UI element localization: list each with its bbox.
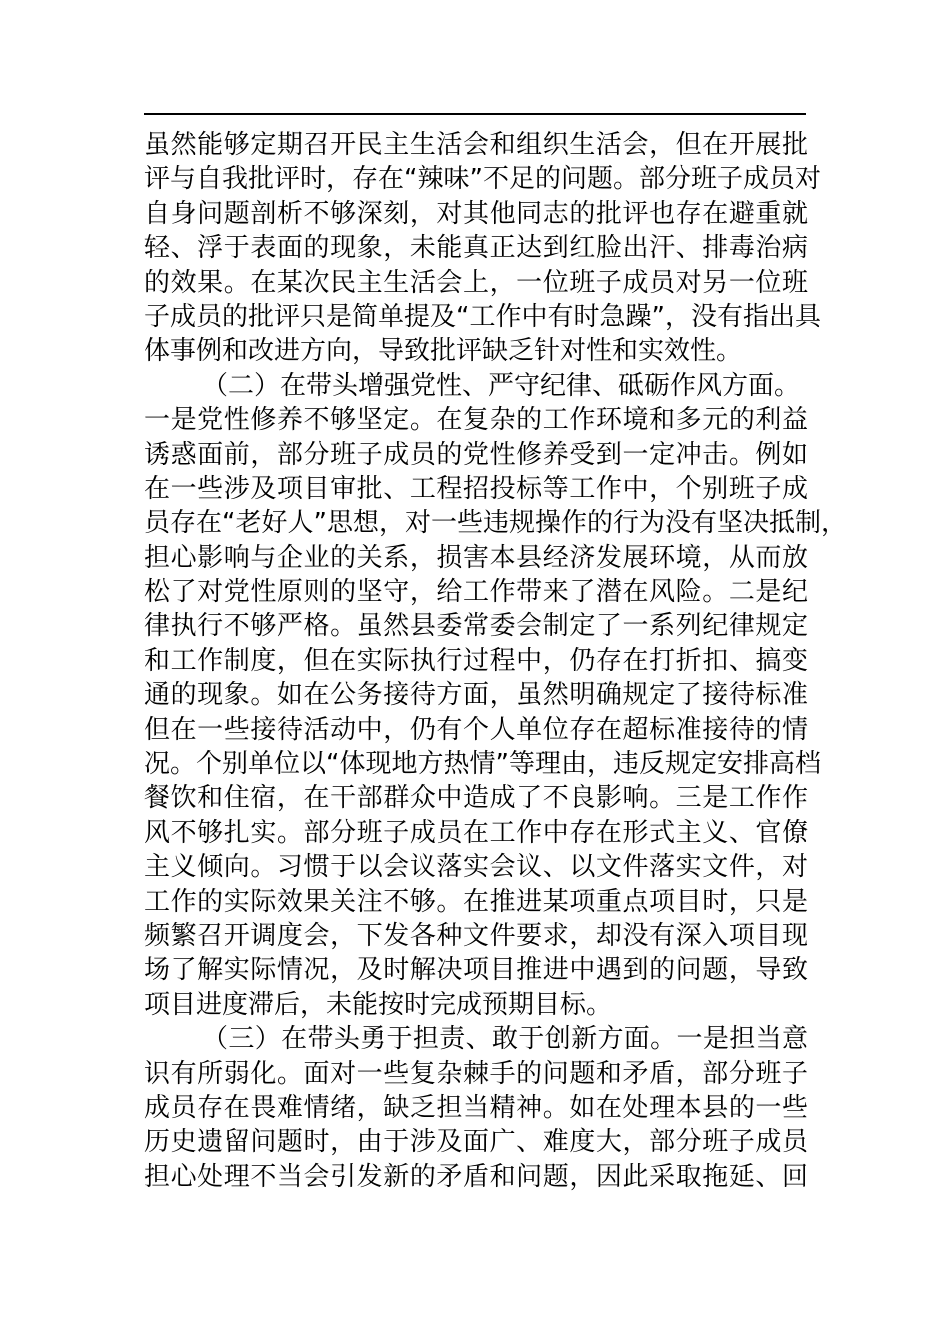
text-line: 轻、浮于表面的现象，未能真正达到红脸出汗、排毒治病	[144, 233, 808, 264]
text-line: 员存在“老好人”思想，对一些违规操作的行为没有坚决抵制，	[144, 508, 847, 539]
text-line: 自身问题剖析不够深刻，对其他同志的批评也存在避重就	[144, 198, 808, 229]
text-line: 但在一些接待活动中，仍有个人单位存在超标准接待的情	[144, 714, 808, 745]
text-line: 历史遗留问题时，由于涉及面广、难度大，部分班子成员	[144, 1127, 808, 1158]
text-line: 况。个别单位以“体现地方热情”等理由，违反规定安排高档	[144, 749, 821, 780]
text-line: 体事例和改进方向，导致批评缺乏针对性和实效性。	[144, 336, 743, 367]
section-heading: （三）在带头勇于担责、敢于创新方面。一是担当意	[202, 1024, 808, 1055]
text-line: 在一些涉及项目审批、工程招投标等工作中，个别班子成	[144, 473, 808, 504]
text-line: 场了解实际情况，及时解决项目推进中遇到的问题，导致	[144, 955, 808, 986]
text-line: 主义倾向。习惯于以会议落实会议、以文件落实文件，对	[144, 852, 808, 883]
header-rule	[144, 113, 806, 115]
text-line: 一是党性修养不够坚定。在复杂的工作环境和多元的利益	[144, 405, 808, 436]
text-line: 频繁召开调度会，下发各种文件要求，却没有深入项目现	[144, 920, 808, 951]
text-line: 餐饮和住宿，在干部群众中造成了不良影响。三是工作作	[144, 783, 808, 814]
text-line: 子成员的批评只是简单提及“工作中有时急躁”，没有指出具	[144, 301, 821, 332]
text-line: 识有所弱化。面对一些复杂棘手的问题和矛盾，部分班子	[144, 1058, 808, 1089]
text-line: 诱惑面前，部分班子成员的党性修养受到一定冲击。例如	[144, 439, 808, 470]
text-line: 担心影响与企业的关系，损害本县经济发展环境，从而放	[144, 542, 808, 573]
text-line: 担心处理不当会引发新的矛盾和问题，因此采取拖延、回	[144, 1161, 808, 1192]
text-line: 律执行不够严格。虽然县委常委会制定了一系列纪律规定	[144, 611, 808, 642]
body-text	[144, 128, 847, 1194]
text-line: 通的现象。如在公务接待方面，虽然明确规定了接待标准	[144, 680, 808, 711]
section-heading: （二）在带头增强党性、严守纪律、砥砺作风方面。	[202, 370, 801, 401]
text-line: 工作的实际效果关注不够。在推进某项重点项目时，只是	[144, 886, 808, 917]
text-line: 虽然能够定期召开民主生活会和组织生活会，但在开展批	[144, 130, 808, 160]
text-line: 的效果。在某次民主生活会上，一位班子成员对另一位班	[144, 267, 808, 298]
text-line: 成员存在畏难情绪，缺乏担当精神。如在处理本县的一些	[144, 1092, 808, 1123]
text-line: 项目进度滞后，未能按时完成预期目标。	[144, 989, 613, 1020]
text-line: 和工作制度，但在实际执行过程中，仍存在打折扣、搞变	[144, 645, 808, 676]
text-line: 风不够扎实。部分班子成员在工作中存在形式主义、官僚	[144, 817, 808, 848]
text-line: 松了对党性原则的坚守，给工作带来了潜在风险。二是纪	[144, 577, 808, 608]
text-line: 评与自我批评时，存在“辣味”不足的问题。部分班子成员对	[144, 164, 821, 195]
